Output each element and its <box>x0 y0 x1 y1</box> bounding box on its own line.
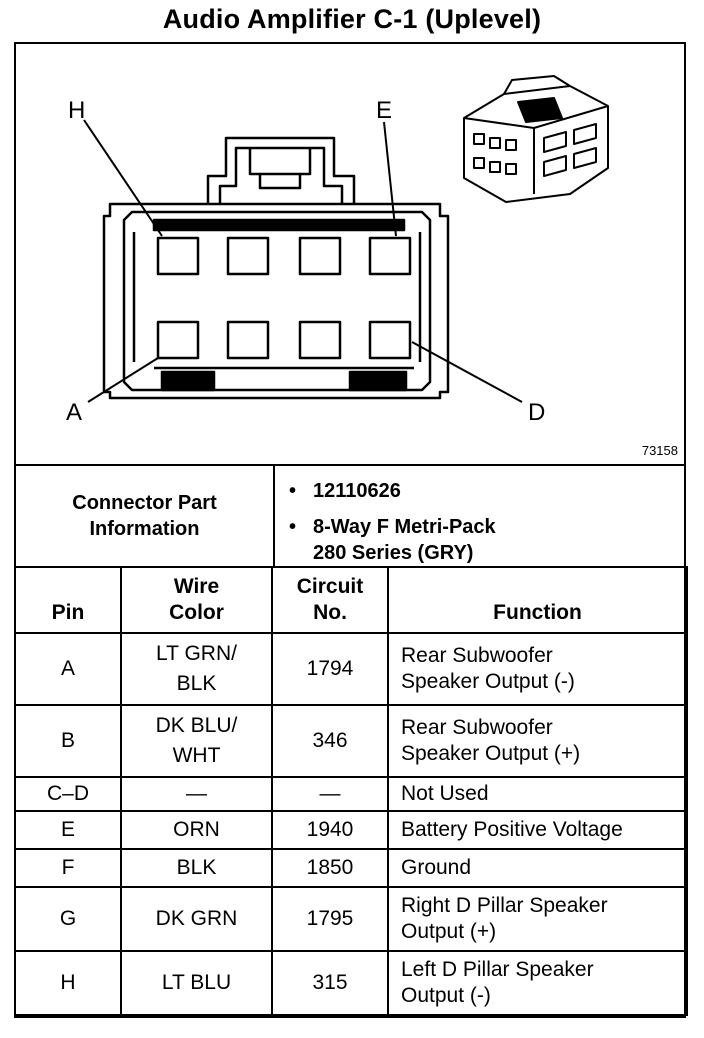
cell-function <box>388 777 687 811</box>
cell-function-line: Not Used <box>401 782 489 805</box>
table-row <box>15 811 687 849</box>
table-row <box>15 951 687 1015</box>
cell-wire-color-line: WHT <box>172 744 221 767</box>
cell-pin-line: G <box>59 907 77 930</box>
connector-info-label <box>15 465 274 567</box>
cell-wire-color-line: LT GRN/ <box>156 642 237 665</box>
connector-desc-line1: 8-Way F Metri-Pack <box>313 516 496 538</box>
cell-pin <box>15 849 121 887</box>
connector-info-table <box>14 464 686 568</box>
cell-pin <box>15 951 121 1015</box>
cell-function <box>388 951 687 1015</box>
cell-circuit-line: 1850 <box>306 856 354 879</box>
cell-wire-color <box>121 705 272 777</box>
cell-circuit <box>272 705 388 777</box>
cell-circuit-line: 1794 <box>306 657 354 680</box>
cell-function <box>388 633 687 705</box>
connector-info-label-line1: Connector Part <box>72 492 217 514</box>
header-wire-line1: Wire <box>173 575 220 598</box>
figure-ref-number: 73158 <box>641 443 678 458</box>
cell-circuit <box>272 849 388 887</box>
cell-circuit-line: 1795 <box>306 907 354 930</box>
cell-function-line: Ground <box>401 856 472 879</box>
cell-wire-color-line: BLK <box>176 672 217 695</box>
part-number: 12110626 <box>313 480 401 502</box>
cell-circuit-line: — <box>319 782 341 805</box>
cell-function-line: Speaker Output (+) <box>401 742 581 765</box>
cell-function <box>388 887 687 951</box>
header-circuit-line1: Circuit <box>296 575 364 598</box>
cell-pin <box>15 705 121 777</box>
cell-wire-color-line: LT BLU <box>161 971 232 994</box>
cell-wire-color <box>121 951 272 1015</box>
cell-wire-color-line: DK GRN <box>155 907 238 930</box>
cell-circuit-line: 315 <box>312 971 348 994</box>
connector-desc-line2: 280 Series (GRY) <box>313 542 474 564</box>
cell-circuit-line: 1940 <box>306 818 354 841</box>
cell-pin <box>15 811 121 849</box>
cell-wire-color <box>121 887 272 951</box>
table-row <box>15 705 687 777</box>
connector-drawing <box>14 42 686 466</box>
cell-wire-color-line: — <box>186 782 207 805</box>
cell-pin-line: C–D <box>46 782 89 805</box>
cell-function <box>388 849 687 887</box>
header-wire-color <box>121 567 272 633</box>
cell-pin-line: H <box>60 971 76 994</box>
cell-wire-color-line: DK BLU/ <box>155 714 238 737</box>
page-title: Audio Amplifier C-1 (Uplevel) <box>162 4 542 34</box>
bullet-1: • <box>289 480 297 502</box>
cell-wire-color <box>121 849 272 887</box>
cell-function-line: Output (-) <box>401 984 491 1007</box>
cell-wire-color-line: BLK <box>176 856 217 879</box>
cell-wire-color <box>121 811 272 849</box>
header-wire-line2: Color <box>169 601 224 624</box>
header-pin: Pin <box>15 567 121 633</box>
connector-info-label-line2: Information <box>89 518 200 540</box>
cell-wire-color-line: ORN <box>173 818 220 841</box>
cell-function-line: Speaker Output (-) <box>401 670 575 693</box>
cell-function-line: Right D Pillar Speaker <box>401 894 608 917</box>
cell-function-line: Left D Pillar Speaker <box>401 958 594 981</box>
table-row <box>15 887 687 951</box>
bullet-2: • <box>289 516 297 538</box>
cell-pin-line: B <box>60 729 75 752</box>
label-pin-d: D <box>528 399 546 426</box>
cell-function-line: Battery Positive Voltage <box>401 818 623 841</box>
header-function: Function <box>388 567 687 633</box>
cell-pin <box>15 887 121 951</box>
cell-pin-line: E <box>60 818 75 841</box>
label-pin-a: A <box>66 399 83 426</box>
cell-pin <box>15 777 121 811</box>
cell-pin-line: A <box>60 657 75 680</box>
cell-function <box>388 811 687 849</box>
cell-pin <box>15 633 121 705</box>
cell-function-line: Rear Subwoofer <box>401 644 553 667</box>
cell-circuit <box>272 777 388 811</box>
label-pin-h: H <box>68 97 86 124</box>
cell-circuit <box>272 633 388 705</box>
pin-table-header <box>15 567 687 633</box>
connector-info-values <box>274 465 685 567</box>
cell-circuit <box>272 887 388 951</box>
table-row <box>15 777 687 811</box>
cell-circuit <box>272 951 388 1015</box>
cell-function-line: Output (+) <box>401 920 497 943</box>
table-row <box>15 633 687 705</box>
connector-diagram <box>14 42 686 466</box>
cell-function <box>388 705 687 777</box>
header-circuit-line2: No. <box>313 601 347 624</box>
cell-circuit-line: 346 <box>312 729 348 752</box>
cell-wire-color <box>121 633 272 705</box>
cell-function-line: Rear Subwoofer <box>401 716 553 739</box>
cell-pin-line: F <box>61 856 75 879</box>
cell-wire-color <box>121 777 272 811</box>
cell-circuit <box>272 811 388 849</box>
table-row <box>15 849 687 887</box>
label-pin-e: E <box>376 97 393 124</box>
pin-table <box>14 566 688 1016</box>
header-circuit <box>272 567 388 633</box>
